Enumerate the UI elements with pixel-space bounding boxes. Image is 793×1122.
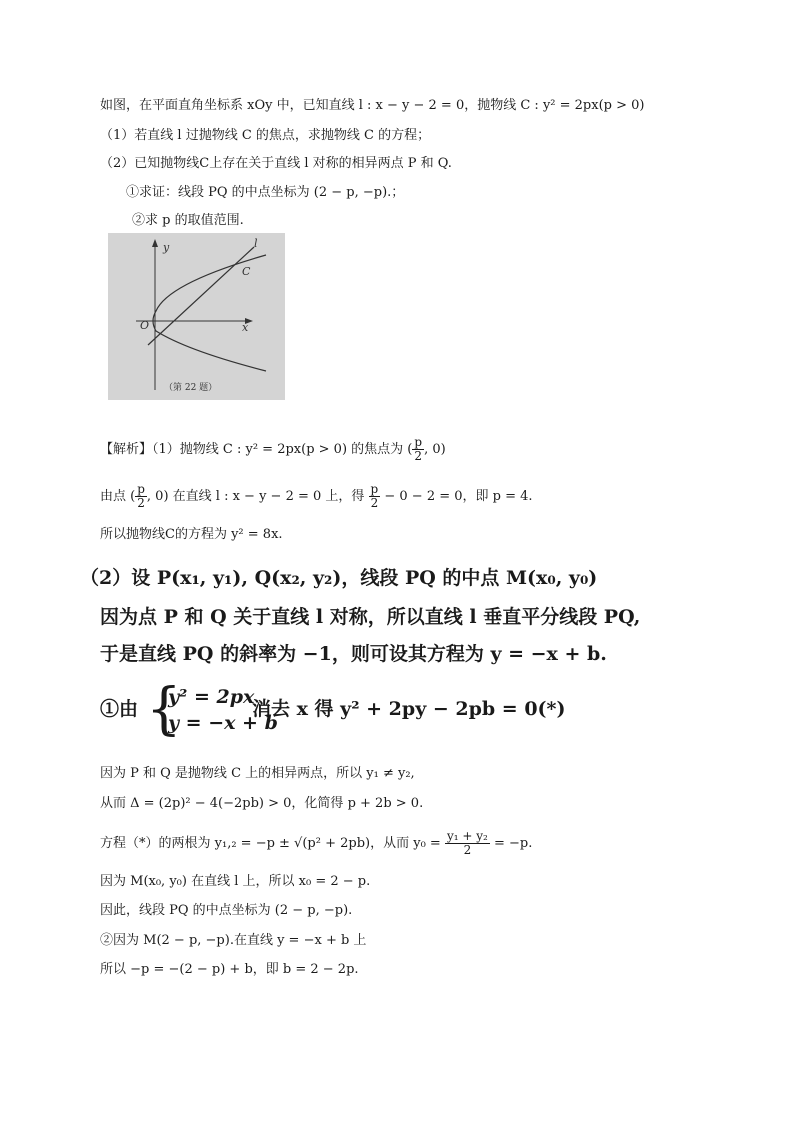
solution-bold-4-prefix: ①由 [100, 698, 139, 720]
figure-svg [108, 233, 285, 400]
solution-bold-1: （2）设 P(x₁, y₁), Q(x₂, y₂)，线段 PQ 的中点 M(x₀, y₀) [80, 567, 598, 589]
origin-label: O [140, 319, 150, 332]
problem-intro: 如图，在平面直角坐标系 xOy 中，已知直线 l : x − y − 2 = 0，抛物线 C : y² = 2px(p > 0) [100, 98, 645, 113]
s2-fraction-2 [369, 483, 381, 510]
system-eq-2: y = −x + b [168, 712, 278, 734]
s2-frac2-num: p [370, 482, 379, 496]
s1-text-b: , 0) [424, 442, 446, 457]
s1-fraction [412, 436, 424, 463]
problem-q2: （2）已知抛物线C上存在关于直线 l 对称的相异两点 P 和 Q. [100, 156, 452, 171]
solution-line-8: 因此，线段 PQ 的中点坐标为 (2 − p, −p). [100, 903, 353, 918]
s2-frac-num: p [137, 482, 145, 496]
curve-label: C [242, 265, 251, 278]
figure-graph [108, 233, 285, 400]
s2-text-b: , 0) 在直线 l : x − y − 2 = 0 上，得 [146, 489, 365, 504]
problem-q2b: ②求 p 的取值范围. [132, 213, 244, 228]
s6-fraction [445, 830, 490, 857]
line-l [148, 247, 254, 345]
s2-text-a: 由点 ( [100, 489, 136, 504]
s2-fraction [135, 483, 147, 510]
y-axis-arrow [152, 239, 158, 247]
line-label: l [254, 237, 258, 250]
s2-text-c: − 0 − 2 = 0，即 p = 4. [384, 489, 533, 504]
x-label: x [242, 321, 249, 334]
s6-frac-den: 2 [463, 843, 472, 857]
system-brace: { [146, 677, 182, 742]
solution-line-2 [100, 483, 533, 510]
solution-line-1 [100, 436, 446, 463]
solution-bold-4-suffix: 消去 x 得 y² + 2py − 2pb = 0(*) [252, 698, 566, 720]
s2-frac2-den: 2 [370, 496, 379, 510]
s1-text-a: 【解析】（1）抛物线 C : y² = 2px(p > 0) 的焦点为 ( [100, 442, 413, 457]
solution-line-4: 因为 P 和 Q 是抛物线 C 上的相异两点，所以 y₁ ≠ y₂, [100, 766, 415, 781]
problem-q1: （1）若直线 l 过抛物线 C 的焦点，求抛物线 C 的方程； [100, 128, 431, 143]
s6-text-a: 方程（*）的两根为 y₁,₂ = −p ± √(p² + 2pb)，从而 y₀ = [100, 836, 441, 851]
solution-line-3: 所以抛物线C的方程为 y² = 8x. [100, 527, 283, 542]
y-label: y [163, 241, 170, 254]
solution-bold-3: 于是直线 PQ 的斜率为 −1，则可设其方程为 y = −x + b. [100, 643, 607, 665]
s6-frac-num: y₁ + y₂ [446, 829, 488, 843]
solution-line-7: 因为 M(x₀, y₀) 在直线 l 上，所以 x₀ = 2 − p. [100, 874, 371, 889]
solution-line-5: 从而 Δ = (2p)² − 4(−2pb) > 0，化简得 p + 2b > 0. [100, 796, 424, 811]
s2-frac-den: 2 [137, 496, 145, 510]
s6-text-b: = −p. [493, 836, 533, 851]
solution-line-9: ②因为 M(2 − p, −p).在直线 y = −x + b 上 [100, 933, 367, 948]
system-eq-1: y² = 2px [168, 686, 255, 708]
s1-frac-den: 2 [414, 449, 423, 463]
figure-caption: （第 22 题） [164, 383, 218, 393]
problem-q2a: ①求证：线段 PQ 的中点坐标为 (2 − p, −p).； [126, 185, 405, 200]
solution-line-6 [100, 830, 532, 857]
solution-line-10: 所以 −p = −(2 − p) + b，即 b = 2 − 2p. [100, 962, 359, 977]
solution-bold-2: 因为点 P 和 Q 关于直线 l 对称，所以直线 l 垂直平分线段 PQ, [100, 606, 641, 628]
s1-frac-num: p [414, 435, 423, 449]
